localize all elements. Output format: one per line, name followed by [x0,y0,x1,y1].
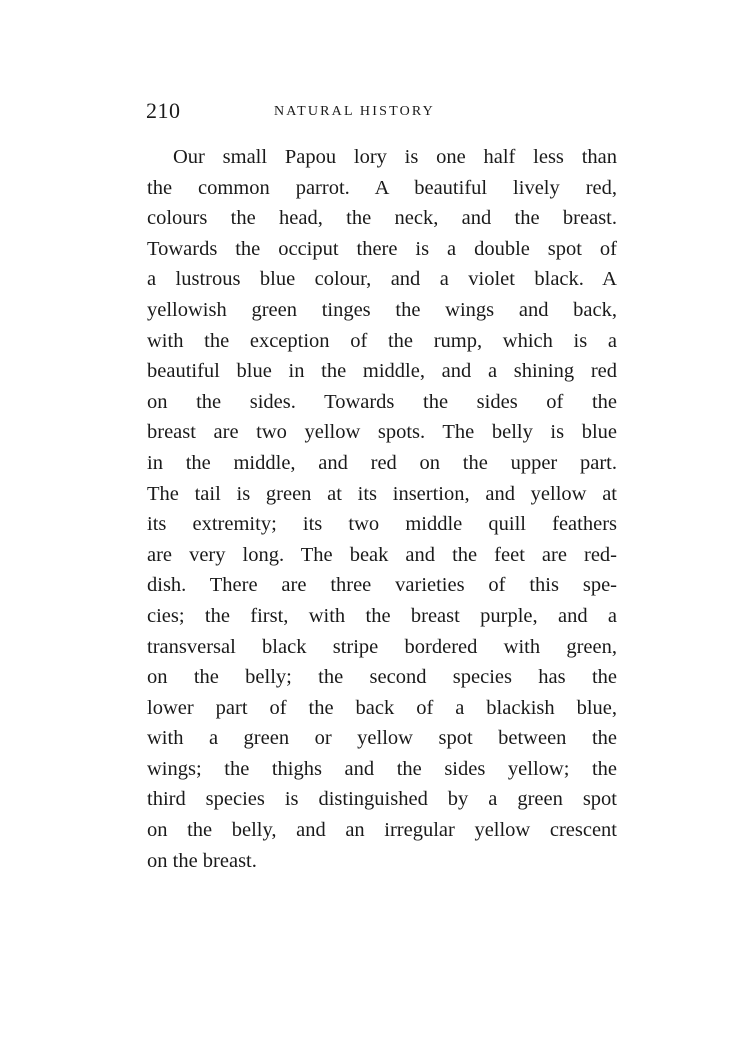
text-line: The tail is green at its insertion, and yellow at [147,482,617,505]
text-line: on the breast. [147,849,257,872]
text-line: on the belly, and an irregular yellow crescent [147,819,617,842]
text-line: with the exception of the rump, which is a [147,329,617,352]
text-line: on the belly; the second species has the [147,666,617,689]
text-line: lower part of the back of a blackish blue, [147,696,617,719]
text-line: the common parrot. A beautiful lively red, [147,176,617,199]
text-line: dish. There are three varieties of this spe- [147,574,617,597]
text-line: with a green or yellow spot between the [147,727,617,750]
text-line: Our small Papou lory is one half less than [173,146,617,168]
text-line: third species is distinguished by a green spot [147,788,617,811]
text-line: yellowish green tinges the wings and back, [147,298,617,321]
text-line: beautiful blue in the middle, and a shining red [147,360,617,383]
text-line: on the sides. Towards the sides of the [147,390,617,413]
text-line: wings; the thighs and the sides yellow; the [147,757,617,780]
text-line: transversal black stripe bordered with green, [147,635,617,658]
text-line: cies; the first, with the breast purple, and a [147,604,617,627]
text-line: are very long. The beak and the feet are red- [147,543,617,566]
running-title: NATURAL HISTORY [274,104,435,119]
text-line: Towards the occiput there is a double spot of [147,237,617,260]
page-number: 210 [146,98,181,123]
body-text [147,142,617,876]
text-line: in the middle, and red on the upper part. [147,451,617,474]
running-head [146,98,626,126]
text-line: colours the head, the neck, and the breast. [147,207,617,230]
text-line: its extremity; its two middle quill feathers [147,513,617,536]
text-line: breast are two yellow spots. The belly is blue [147,421,617,444]
text-line: a lustrous blue colour, and a violet black. A [147,268,617,291]
